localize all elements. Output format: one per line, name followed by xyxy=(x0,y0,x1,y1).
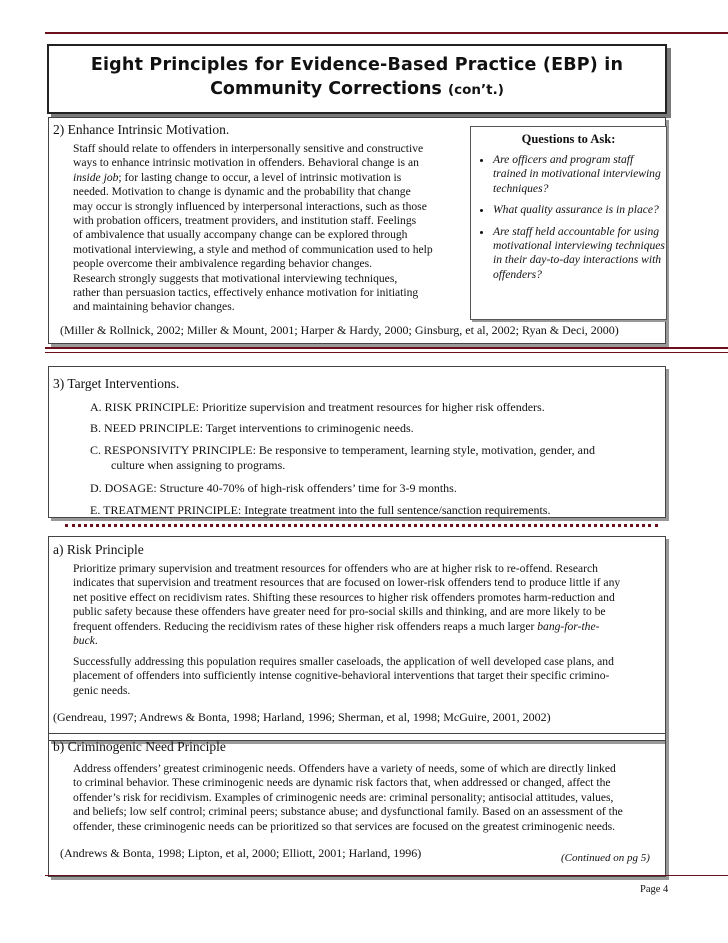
intervention-responsivity-cont: culture when assigning to programs. xyxy=(111,458,286,472)
question-item: • Are officers and program staff trained in motivational interviewing techniques? xyxy=(493,153,666,196)
intervention-risk: A. RISK PRINCIPLE: Prioritize supervision and treatment resources for higher risk offenders. xyxy=(90,400,545,414)
body-line: of ambivalence that usually accompany change can be explored through xyxy=(73,228,408,242)
buck-emphasis: buck xyxy=(73,634,95,648)
body-line: frequent offenders. Reducing the recidivism rates of these higher risk offenders reaps a much larger bang-for-the- xyxy=(73,619,600,633)
body-line: Address offenders’ greatest criminogenic needs. Offenders have a variety of needs, some of which are directly linked xyxy=(73,762,616,775)
questions-list xyxy=(471,153,666,282)
page-title-line1: Eight Principles for Evidence-Based Practice (EBP) in xyxy=(90,55,624,75)
risk-principle-heading: a) Risk Principle xyxy=(53,542,144,557)
need-principle-heading: b) Criminogenic Need Principle xyxy=(53,739,226,754)
bang-emphasis: bang-for-the- xyxy=(537,619,600,633)
risk-principle-citation: (Gendreau, 1997; Andrews & Bonta, 1998; Harland, 1996; Sherman, et al, 1998; McGuire, 2001, 2002) xyxy=(53,710,551,724)
need-principle-body xyxy=(73,762,668,834)
body-line: ways to enhance intrinsic motivation in offenders. Behavioral change is an xyxy=(73,156,419,170)
body-line: Research strongly suggests that motivational interviewing techniques, xyxy=(73,271,398,285)
body-line: genic needs. xyxy=(73,683,131,697)
body-line: people overcome their ambivalence regarding behavior changes. xyxy=(73,257,373,271)
body-line: offender’s risk for recidivism. Examples of criminogenic needs are: criminal personality; antisocial attitudes, values, xyxy=(73,790,614,804)
body-line: indicates that supervision and treatment resources that are focused on lower-risk offenders tend to produce little if any xyxy=(73,576,621,590)
need-principle-citation: (Andrews & Bonta, 1998; Lipton, et al, 2000; Elliott, 2001; Harland, 1996) xyxy=(60,846,422,860)
body-line: buck. xyxy=(73,634,98,648)
section-motivation-body xyxy=(73,142,468,315)
intervention-dosage: D. DOSAGE: Structure 40-70% of high-risk offenders’ time for 3-9 months. xyxy=(90,481,457,495)
title-box xyxy=(47,44,667,114)
body-line: net positive effect on recidivism rates. Shifting these resources to higher risk offenders promotes harm-reduction and xyxy=(73,590,615,604)
body-line: Staff should relate to offenders in interpersonally sensitive and constructive xyxy=(73,142,424,155)
body-line: and beliefs; low self control; criminal peers; substance abuse; and dysfunctional family. Based on an assessment of the xyxy=(73,805,623,819)
intervention-need: B. NEED PRINCIPLE: Target interventions to criminogenic needs. xyxy=(90,421,414,435)
section-interventions-heading: 3) Target Interventions. xyxy=(53,376,180,391)
body-line: Successfully addressing this population requires smaller caseloads, the application of well developed case plans, and xyxy=(73,655,614,668)
body-line: placement of offenders into sufficiently intense cognitive-behavioral interventions that target their specific crimino- xyxy=(73,669,610,683)
body-line: motivational interviewing, a style and method of communication used to help xyxy=(73,242,433,256)
inside-job-emphasis: inside job xyxy=(73,170,119,184)
body-line: needed. Motivation to change is dynamic and the probability that change xyxy=(73,185,411,199)
body-line: may occur is strongly influenced by interpersonal interactions, such as those xyxy=(73,199,427,213)
page-title-line2 xyxy=(49,79,665,99)
questions-title: Questions to Ask: xyxy=(521,132,616,146)
risk-principle-p2 xyxy=(73,655,663,698)
section-divider xyxy=(45,347,728,349)
risk-principle-p1 xyxy=(73,562,663,648)
page-title-continued: (con’t.) xyxy=(447,82,504,98)
page-title-main: Community Corrections xyxy=(210,79,442,99)
section-motivation-citation: (Miller & Rollnick, 2002; Miller & Mount, 2001; Harper & Hardy, 2000; Ginsburg, et al, 2002; Ryan & Deci, 2000) xyxy=(60,323,619,337)
body-line: rather than persuasion tactics, effectively enhance motivation for initiating xyxy=(73,286,419,300)
section-divider-thin xyxy=(45,352,728,353)
top-rule xyxy=(45,32,728,34)
section-motivation-heading: 2) Enhance Intrinsic Motivation. xyxy=(53,122,230,137)
footer-rule xyxy=(45,875,728,876)
body-line: to criminal behavior. These criminogenic needs are dynamic risk factors that, when addressed or changed, affect the xyxy=(73,776,611,790)
body-line: with probation officers, treatment providers, and institution staff. Feelings xyxy=(73,214,417,228)
intervention-treatment: E. TREATMENT PRINCIPLE: Integrate treatment into the full sentence/sanction requirements. xyxy=(90,503,551,517)
continued-note: (Continued on pg 5) xyxy=(561,852,650,864)
question-item: • Are staff held accountable for using motivational interviewing techniques in their day-to-day interactions with offenders? xyxy=(493,225,666,283)
question-item: • What quality assurance is in place? xyxy=(493,203,666,217)
body-line: inside job; for lasting change to occur, a level of intrinsic motivation is xyxy=(73,170,402,184)
body-line: and maintaining behavior changes. xyxy=(73,300,235,314)
dotted-divider xyxy=(65,524,658,527)
body-line: public safety because these offenders have greater need for pro-social skills and thinking, and are more likely to be xyxy=(73,605,606,619)
intervention-responsivity: C. RESPONSIVITY PRINCIPLE: Be responsive to temperament, learning style, motivation, gender, and xyxy=(90,443,596,457)
page-number: Page 4 xyxy=(640,884,669,895)
questions-box xyxy=(470,126,667,320)
body-line: offender, these criminogenic needs can be prioritized so that services are focused on the greatest criminogenic needs. xyxy=(73,819,616,833)
body-line: Prioritize primary supervision and treatment resources for offenders who are at higher risk to re-offend. Research xyxy=(73,562,598,575)
